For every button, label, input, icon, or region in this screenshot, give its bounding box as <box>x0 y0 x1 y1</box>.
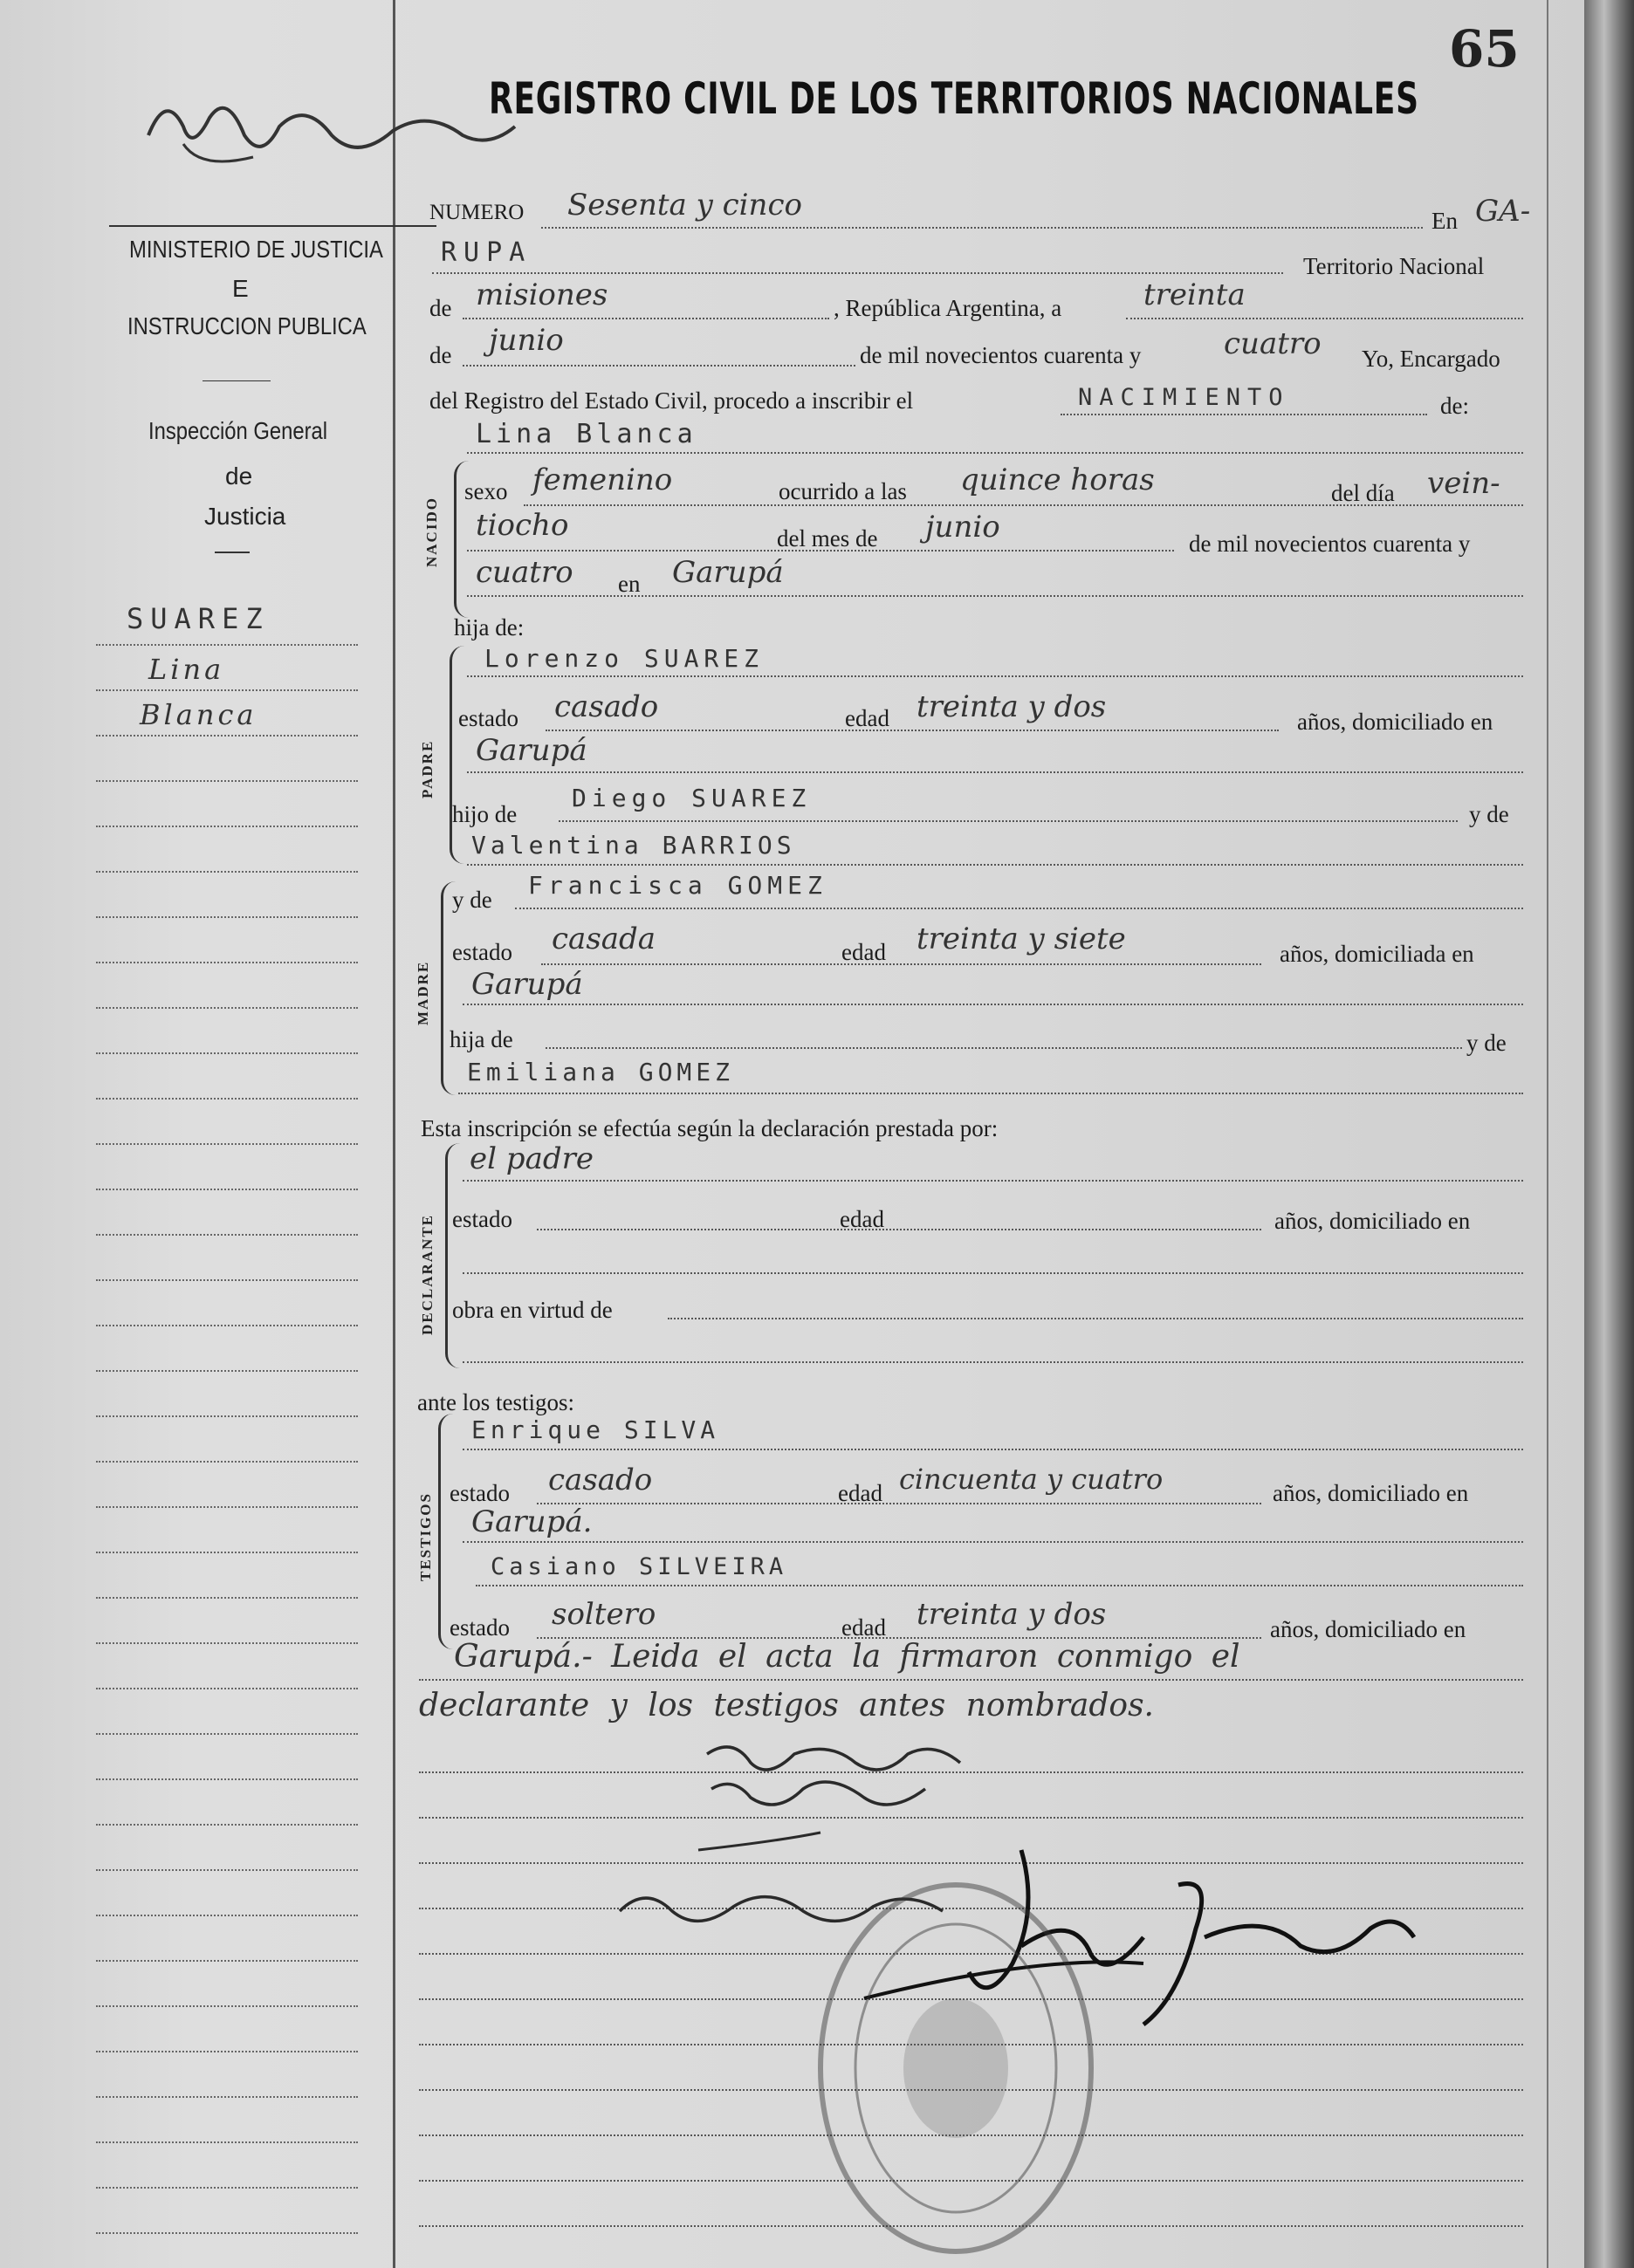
mes-value: junio <box>925 510 1000 545</box>
book-spine <box>1584 0 1634 2268</box>
registro-label: del Registro del Estado Civil, procedo a inscribir el <box>429 387 914 414</box>
sidebar-ruled-line <box>96 1597 358 1599</box>
sidebar-ruled-line <box>96 1279 358 1281</box>
padre-name-line <box>467 675 1523 677</box>
testigo-1-estado: casado <box>548 1463 653 1497</box>
padre-brace <box>450 646 464 864</box>
declarante-section-label: DECLARANTE <box>419 1213 436 1335</box>
sidebar-ruled-line <box>96 1642 358 1644</box>
testigo-1-domicilio: Garupá. <box>471 1504 593 1539</box>
testigo-1-name: Enrique SILVA <box>471 1415 720 1444</box>
signature-underline <box>109 225 436 227</box>
testigo-1-edad-label: edad <box>838 1480 882 1506</box>
sidebar-ruled-line <box>96 2051 358 2052</box>
republica-label: , República Argentina, a <box>834 295 1062 321</box>
sidebar-ruled-line <box>96 1098 358 1100</box>
sidebar-divider-1 <box>203 380 271 381</box>
madre-section-label: MADRE <box>415 960 431 1025</box>
testigo-1-domicilio-label: años, domiciliado en <box>1273 1480 1469 1506</box>
sidebar-ruled-line <box>96 1960 358 1962</box>
sidebar-ruled-line <box>96 916 358 918</box>
sidebar-ruled-line <box>96 1325 358 1326</box>
hijo-label: hija de: <box>454 614 525 641</box>
day-line <box>1126 318 1523 319</box>
madre-domicilio-label: años, domiciliada en <box>1280 941 1474 967</box>
sidebar-ruled-line <box>96 1007 358 1009</box>
nacido-year-label: de mil novecientos cuarenta y <box>1189 531 1471 557</box>
padre-edad-label: edad <box>845 705 889 731</box>
padre-father-name: Diego SUAREZ <box>572 784 812 812</box>
madre-y-de-label-2: y de <box>1466 1030 1507 1056</box>
year-label: de mil novecientos cuarenta y <box>860 342 1142 368</box>
sidebar-ministry-line-3: INSTRUCCION PUBLICA <box>127 312 367 339</box>
madre-estado-line <box>541 963 1261 965</box>
place-line <box>432 272 1283 274</box>
mes-line <box>467 550 1174 552</box>
padre-domicilio-value: Garupá <box>476 733 587 768</box>
page-title: REGISTRO CIVIL DE LOS TERRITORIOS NACIONALES <box>489 73 1419 124</box>
declarante-extra-line <box>463 1361 1523 1363</box>
madre-estado-value: casada <box>552 922 656 956</box>
declarante-domicilio-label: años, domiciliado en <box>1274 1208 1471 1234</box>
mes-label: del mes de <box>777 525 878 552</box>
declarante-line <box>463 1180 1523 1182</box>
sidebar-inspection-line-2: de <box>225 463 253 490</box>
sidebar-ruled-line <box>96 1733 358 1735</box>
padre-name: Lorenzo SUAREZ <box>484 644 765 673</box>
numero-value: Sesenta y cinco <box>567 188 802 223</box>
madre-edad-value: treinta y siete <box>917 922 1126 956</box>
madre-hija-de-label: hija de <box>450 1026 513 1052</box>
sidebar-ruled-line <box>96 1778 358 1780</box>
child-name: Lina Blanca <box>476 419 697 449</box>
declaracion-label: Esta inscripción se efectúa según la declaración prestada por: <box>421 1115 999 1141</box>
padre-hijo-de-label: hijo de <box>452 801 518 827</box>
de-colon-label: de: <box>1440 393 1469 419</box>
sexo-label: sexo <box>464 478 508 504</box>
madre-name-line <box>515 908 1523 909</box>
padre-father-line <box>559 820 1458 822</box>
column-divider <box>393 0 395 2268</box>
testigo-2-domicilio-label: años, domiciliado en <box>1270 1616 1466 1642</box>
declarante-obra-line <box>668 1318 1523 1319</box>
act-type-line <box>1061 414 1427 415</box>
declarante-brace <box>445 1143 460 1368</box>
nacido-lugar-value: Garupá <box>672 555 784 590</box>
sidebar-ruled-line <box>96 689 358 691</box>
sidebar-ruled-line <box>96 780 358 782</box>
lugar-line <box>467 595 1523 597</box>
madre-y-de-label: y de <box>452 887 492 913</box>
sidebar-inspection-line-1: Inspección General <box>148 417 328 444</box>
padre-section-label: PADRE <box>419 739 436 798</box>
act-type-value: NACIMIENTO <box>1078 384 1290 411</box>
province-value: misiones <box>476 278 608 312</box>
padre-domicilio-label: años, domiciliado en <box>1297 709 1493 735</box>
sidebar-divider-2 <box>215 552 250 553</box>
sidebar-ministry-line-2: E <box>232 275 249 302</box>
sidebar-ruled-line <box>96 1189 358 1190</box>
en-label: En <box>1431 208 1458 234</box>
padre-estado-value: casado <box>554 689 659 724</box>
sidebar-ruled-line <box>96 735 358 737</box>
official-signature <box>131 83 532 188</box>
hora-value: quince horas <box>960 463 1155 497</box>
sidebar-ruled-line <box>96 2141 358 2143</box>
sidebar-given-name-1: Lina <box>148 653 225 686</box>
padre-domicilio-line <box>467 771 1523 773</box>
place-value-2: RUPA <box>441 237 532 268</box>
day-value: treinta <box>1143 278 1246 312</box>
padre-mother-line <box>467 864 1523 866</box>
sexo-line <box>524 504 1523 506</box>
page-number: 65 <box>1449 19 1520 79</box>
testigo-2-estado-label: estado <box>450 1614 510 1641</box>
sidebar-ruled-line <box>96 1415 358 1417</box>
sidebar-ruled-line <box>96 1915 358 1916</box>
padre-y-de-label: y de <box>1469 801 1509 827</box>
dia-value-1: vein- <box>1427 466 1500 501</box>
sidebar-ruled-line <box>96 644 358 646</box>
testigo-1-estado-label: estado <box>450 1480 510 1506</box>
testigo-1-domicilio-line <box>463 1541 1523 1543</box>
sidebar-ruled-line <box>96 2232 358 2234</box>
testigo-1-estado-line <box>537 1503 1261 1504</box>
sidebar-ruled-line <box>96 1869 358 1871</box>
numero-label: NUMERO <box>429 201 525 224</box>
testigo-2-name-line <box>476 1585 1523 1586</box>
sidebar-ruled-line <box>96 1234 358 1236</box>
sidebar-ruled-line <box>96 1143 358 1145</box>
sidebar-ruled-line <box>96 2005 358 2007</box>
sidebar-ruled-line <box>96 871 358 873</box>
numero-line <box>541 227 1423 229</box>
padre-edad-value: treinta y dos <box>917 689 1107 724</box>
sidebar-ruled-line <box>96 1552 358 1553</box>
madre-edad-label: edad <box>841 939 886 965</box>
madre-estado-label: estado <box>452 939 512 965</box>
madre-domicilio-value: Garupá <box>471 967 583 1002</box>
sidebar-ruled-line <box>96 2096 358 2098</box>
sidebar-ruled-line <box>96 1461 358 1463</box>
nacido-en-label: en <box>618 571 641 597</box>
province-line <box>463 318 829 319</box>
closing-line-2: declarante y los testigos antes nombrados. <box>419 1688 1154 1723</box>
sidebar-ruled-line <box>96 962 358 963</box>
madre-mother-name: Emiliana GOMEZ <box>467 1058 735 1086</box>
yo-label: Yo, Encargado <box>1362 346 1500 372</box>
testigos-label: ante los testigos: <box>417 1389 574 1415</box>
testigo-2-edad: treinta y dos <box>917 1597 1107 1632</box>
testigos-section-label: TESTIGOS <box>417 1492 434 1581</box>
sidebar-given-name-2: Blanca <box>140 698 257 731</box>
province-de-label: de <box>429 295 452 321</box>
testigo-1-edad: cincuenta y cuatro <box>899 1463 1164 1496</box>
month-line <box>463 365 855 367</box>
sidebar-ministry-line-1: MINISTERIO DE JUSTICIA <box>129 236 383 263</box>
madre-mother-line <box>458 1093 1523 1094</box>
nacido-year-value: cuatro <box>476 555 573 590</box>
sidebar-ruled-line <box>96 1370 358 1372</box>
right-margin-rule <box>1547 0 1548 2268</box>
declarante-domicilio-line <box>463 1272 1523 1274</box>
madre-name: Francisca GOMEZ <box>528 871 827 900</box>
year-value: cuatro <box>1224 326 1322 361</box>
testigo-2-edad-label: edad <box>841 1614 886 1641</box>
sidebar-ruled-line <box>96 1688 358 1689</box>
testigo-1-name-line <box>463 1449 1523 1450</box>
sidebar-ruled-line <box>96 1824 358 1826</box>
sidebar-ruled-line <box>96 1506 358 1508</box>
official-seal-stamp <box>812 1876 1100 2260</box>
del-dia-label: del día <box>1331 480 1395 506</box>
madre-domicilio-line <box>463 1004 1523 1005</box>
sidebar-surname: SUAREZ <box>127 602 270 635</box>
month-value: junio <box>489 323 564 358</box>
child-name-line <box>467 452 1523 454</box>
madre-father-line <box>546 1047 1462 1049</box>
nacido-section-label: NACIDO <box>423 497 440 567</box>
padre-estado-line <box>546 730 1279 731</box>
territorio-label: Territorio Nacional <box>1303 253 1485 279</box>
place-value-1: GA- <box>1475 194 1531 229</box>
padre-mother-name: Valentina BARRIOS <box>471 831 796 860</box>
sidebar-ruled-line <box>96 1052 358 1054</box>
testigo-2-estado: soltero <box>552 1597 656 1632</box>
dia-value-2: tiocho <box>476 508 569 543</box>
month-de-label: de <box>429 342 452 368</box>
declarante-edad-label: edad <box>840 1206 884 1232</box>
declarante-value: el padre <box>470 1141 594 1176</box>
sidebar-ruled-line <box>96 826 358 827</box>
padre-estado-label: estado <box>458 705 518 731</box>
declarante-obra-label: obra en virtud de <box>452 1297 613 1323</box>
ocurrido-label: ocurrido a las <box>779 478 907 504</box>
sexo-value: femenino <box>532 463 673 497</box>
closing-line-1: Garupá.- Leida el acta la firmaron conmigo el <box>454 1639 1240 1675</box>
declarante-estado-label: estado <box>452 1206 512 1232</box>
sidebar-ruled-line <box>96 2187 358 2189</box>
closing-line-1-rule <box>419 1679 1523 1681</box>
declarante-estado-line <box>537 1229 1261 1230</box>
testigo-2-name: Casiano SILVEIRA <box>491 1553 788 1580</box>
sidebar-inspection-line-3: Justicia <box>204 503 286 530</box>
